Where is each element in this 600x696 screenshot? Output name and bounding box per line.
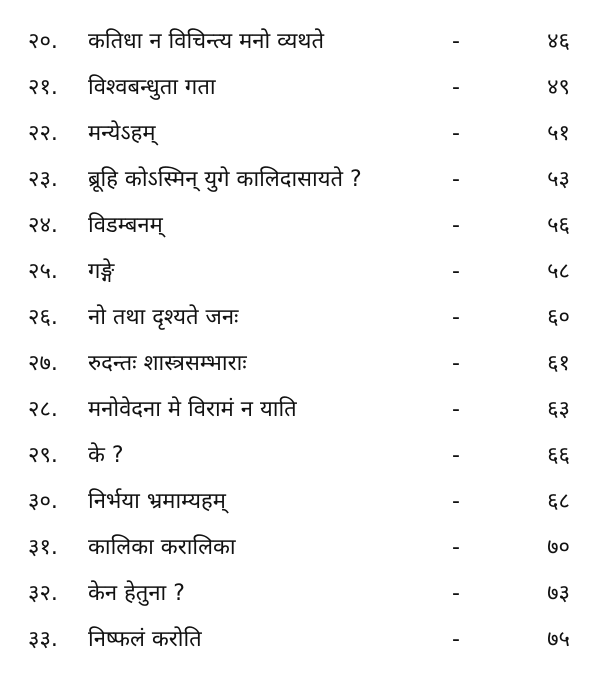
entry-dash: - bbox=[452, 535, 460, 560]
entry-page-number: ४६ bbox=[547, 29, 570, 54]
toc-entry bbox=[0, 298, 600, 338]
toc-entry bbox=[0, 482, 600, 522]
entry-page-number: ६६ bbox=[547, 443, 570, 468]
entry-dash: - bbox=[452, 351, 460, 376]
entry-title: मनोवेदना मे विरामं न याति bbox=[88, 397, 297, 422]
toc-entry bbox=[0, 114, 600, 154]
entry-number: २२. bbox=[28, 121, 58, 146]
entry-page-number: ६३ bbox=[547, 397, 570, 422]
entry-title: विडम्बनम् bbox=[88, 213, 163, 238]
entry-title: निर्भया भ्रमाम्यहम् bbox=[88, 489, 226, 514]
toc-entry bbox=[0, 160, 600, 200]
toc-entry bbox=[0, 68, 600, 108]
entry-dash: - bbox=[452, 213, 460, 238]
entry-page-number: ६८ bbox=[547, 489, 570, 514]
entry-title: निष्फलं करोति bbox=[88, 627, 202, 652]
entry-title: मन्येऽहम् bbox=[88, 121, 156, 146]
entry-title: रुदन्तः शास्त्रसम्भाराः bbox=[88, 351, 247, 376]
entry-dash: - bbox=[452, 581, 460, 606]
entry-number: २३. bbox=[28, 167, 58, 192]
entry-page-number: ५८ bbox=[547, 259, 570, 284]
entry-dash: - bbox=[452, 443, 460, 468]
entry-title: ब्रूहि कोऽस्मिन् युगे कालिदासायते ? bbox=[88, 167, 362, 192]
entry-number: २४. bbox=[28, 213, 58, 238]
entry-dash: - bbox=[452, 29, 460, 54]
entry-title: कालिका करालिका bbox=[88, 535, 236, 560]
entry-dash: - bbox=[452, 305, 460, 330]
entry-dash: - bbox=[452, 167, 460, 192]
entry-number: २१. bbox=[28, 75, 58, 100]
entry-page-number: ५१ bbox=[547, 121, 570, 146]
toc-entry bbox=[0, 574, 600, 614]
entry-page-number: ४९ bbox=[547, 75, 570, 100]
entry-page-number: ६१ bbox=[547, 351, 570, 376]
entry-number: २५. bbox=[28, 259, 58, 284]
entry-number: ३२. bbox=[28, 581, 58, 606]
entry-page-number: ६० bbox=[547, 305, 570, 330]
toc-entry bbox=[0, 22, 600, 62]
toc-entry bbox=[0, 528, 600, 568]
entry-number: २८. bbox=[28, 397, 58, 422]
entry-page-number: ५६ bbox=[547, 213, 570, 238]
entry-page-number: ७० bbox=[547, 535, 570, 560]
toc-entry bbox=[0, 390, 600, 430]
entry-page-number: ७५ bbox=[547, 627, 570, 652]
toc-entry bbox=[0, 436, 600, 476]
entry-title: नो तथा दृश्यते जनः bbox=[88, 305, 239, 330]
entry-title: विश्वबन्धुता गता bbox=[88, 75, 216, 100]
entry-dash: - bbox=[452, 121, 460, 146]
entry-dash: - bbox=[452, 259, 460, 284]
entry-number: २०. bbox=[28, 29, 58, 54]
entry-number: ३१. bbox=[28, 535, 58, 560]
entry-number: २९. bbox=[28, 443, 58, 468]
entry-dash: - bbox=[452, 75, 460, 100]
entry-number: २७. bbox=[28, 351, 58, 376]
entry-page-number: ५३ bbox=[547, 167, 570, 192]
entry-title: कतिधा न विचिन्त्य मनो व्यथते bbox=[88, 29, 325, 54]
toc-entry bbox=[0, 252, 600, 292]
entry-title: केन हेतुना ? bbox=[88, 581, 185, 606]
toc-entry bbox=[0, 344, 600, 384]
toc-entry bbox=[0, 206, 600, 246]
entry-title: गङ्गे bbox=[88, 259, 115, 284]
entry-dash: - bbox=[452, 397, 460, 422]
entry-number: ३०. bbox=[28, 489, 58, 514]
toc-entry bbox=[0, 620, 600, 660]
entry-dash: - bbox=[452, 627, 460, 652]
entry-number: ३३. bbox=[28, 627, 58, 652]
entry-title: के ? bbox=[88, 443, 124, 468]
entry-dash: - bbox=[452, 489, 460, 514]
entry-page-number: ७३ bbox=[547, 581, 570, 606]
entry-number: २६. bbox=[28, 305, 58, 330]
